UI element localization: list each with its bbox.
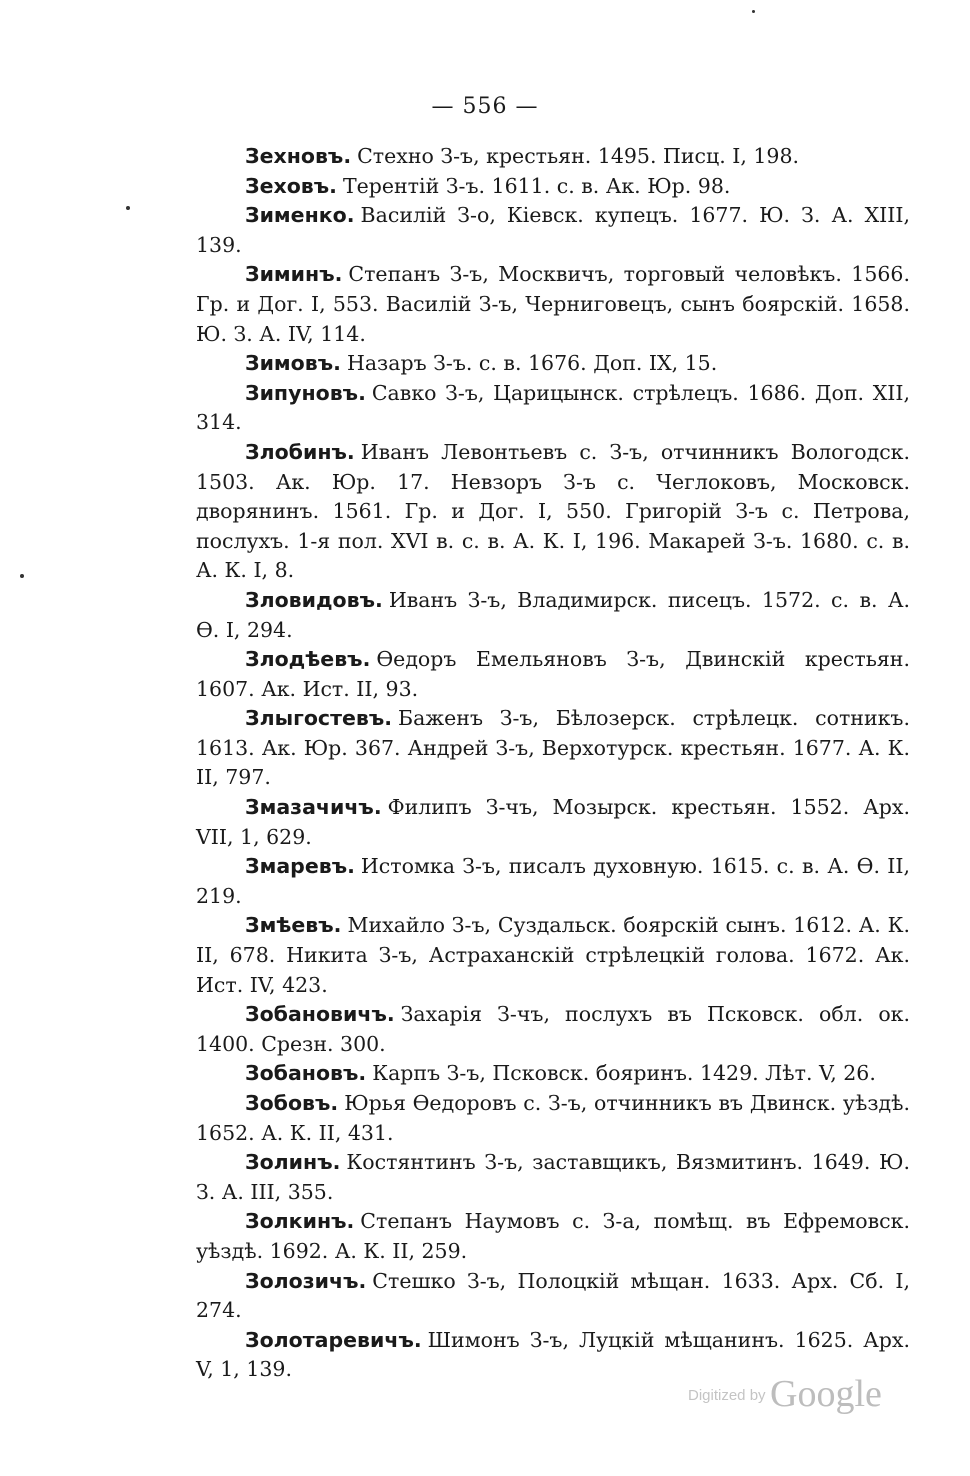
entry: [196, 1207, 910, 1266]
entry: [196, 1059, 910, 1089]
entry: [196, 1267, 910, 1326]
entry-surname: Зиминъ.: [245, 262, 343, 287]
entry-text: Михайло З-ъ, Суздальск. боярскій сынъ. 1612. А. К. II, 678. Никита З-ъ, Астраханскій стрѣлецкій голова. 1672. Ак. Ист. IV, 423.: [196, 913, 910, 997]
entry-surname: Злыгостевъ.: [245, 706, 393, 731]
entry-surname: Зобановъ.: [245, 1061, 367, 1086]
entry: [196, 852, 910, 911]
entry-surname: Змаревъ.: [245, 854, 355, 879]
entry-text: Баженъ З-ъ, Бѣлозерск. стрѣлецк. сотникъ. 1613. Ак. Юр. 367. Андрей З-ъ, Верхотурск. крестьян. 1677. А. К. II, 797.: [196, 706, 910, 790]
entry-text: Ѳедоръ Емельяновъ З-ъ, Двинскій крестьян. 1607. Ак. Ист. II, 93.: [196, 647, 910, 701]
entry-surname: Зипуновъ.: [245, 380, 366, 405]
entry: [196, 201, 910, 260]
entry: [196, 1148, 910, 1207]
entry-text: Захарія З-чъ, послухъ въ Псковск. обл. ок. 1400. Срезн. 300.: [196, 1002, 910, 1056]
entry: [196, 586, 910, 645]
entry-text: Стешко З-ъ, Полоцкій мѣщан. 1633. Арх. Сб. I, 274.: [196, 1268, 910, 1323]
entry-surname: Зехновъ.: [245, 144, 352, 168]
digitized-by-google-watermark: [688, 1372, 882, 1416]
entry: [196, 379, 910, 438]
entry-surname: Золкинъ.: [245, 1209, 355, 1234]
entry: [196, 438, 910, 586]
dictionary-entries: [196, 142, 910, 1385]
entry: [196, 645, 910, 704]
entry-surname: Змѣевъ.: [245, 913, 342, 938]
entry: [196, 260, 910, 349]
entry-text: Карпъ З-ъ, Псковск. бояринъ. 1429. Лѣт. V, 26.: [372, 1061, 876, 1086]
entry-surname: Золинъ.: [245, 1150, 341, 1175]
entry-surname: Зимовъ.: [245, 351, 341, 376]
entry-text: Филипъ З-чъ, Мозырск. крестьян. 1552. Арх. VII, 1, 629.: [196, 795, 910, 849]
watermark-digitized-label: Digitized by: [688, 1387, 766, 1404]
entry-text: Савко З-ъ, Царицынск. стрѣлецъ. 1686. Доп. XII, 314.: [196, 380, 910, 435]
entry: [196, 1000, 910, 1059]
entry-text: Иванъ З-ъ, Владимирск. писецъ. 1572. с. в. А. Ѳ. I, 294.: [196, 587, 910, 642]
entry-text: Василій З-о, Кіевск. купецъ. 1677. Ю. З. А. XIII, 139.: [196, 203, 910, 257]
entry-text: Терентій З-ъ. 1611. с. в. Ак. Юр. 98.: [342, 173, 731, 198]
google-logo: Google: [770, 1373, 882, 1415]
entry: [196, 911, 910, 1000]
entry-surname: Зобановичъ.: [245, 1002, 395, 1027]
entry-text: Иванъ Левонтьевъ с. З-ъ, отчинникъ Вологодск. 1503. Ак. Юр. 17. Невзоръ З-ъ с. Чеглоковъ, Московск. дворянинъ. 1561. Гр. и Дог. I, 550. Григорій З-ъ с. Петрова, послухъ. 1-я пол. XVI в. с. в. А. К. I, 196. Макарей З-ъ. 1680. с. в. А. К. I, 8.: [196, 439, 910, 583]
entry-surname: Золозичъ.: [245, 1268, 367, 1293]
entry: [196, 172, 910, 202]
entry-text: Юрья Ѳедоровъ с. З-ъ, отчинникъ въ Двинск. уѣздѣ. 1652. А. К. II, 431.: [196, 1091, 910, 1145]
margin-mark: [20, 574, 24, 578]
entry: [196, 349, 910, 379]
entry-text: Истомка З-ъ, писалъ духовную. 1615. с. в. А. Ѳ. II, 219.: [196, 854, 910, 908]
entry-text: Степанъ Наумовъ с. З-а, помѣщ. въ Ефремовск. уѣздѣ. 1692. А. К. II, 259.: [196, 1209, 910, 1263]
entry-text: Костянтинъ З-ъ, заставщикъ, Вязмитинъ. 1649. Ю. З. А. III, 355.: [196, 1150, 910, 1204]
entry-surname: Зименко.: [245, 203, 355, 228]
entry: [196, 1089, 910, 1148]
entry-surname: Змазачичъ.: [245, 795, 382, 820]
page-number: — 556 —: [431, 94, 539, 119]
margin-mark: [126, 206, 130, 210]
entry: [196, 704, 910, 793]
entry-text: Назаръ З-ъ. с. в. 1676. Доп. IX, 15.: [346, 351, 718, 376]
entry-surname: Злобинъ.: [245, 439, 355, 464]
entry-surname: Зеховъ.: [245, 173, 337, 198]
entry-surname: Зловидовъ.: [245, 587, 383, 612]
entry-text: Стехно З-ъ, крестьян. 1495. Писц. I, 198.: [357, 144, 800, 168]
entry: [196, 793, 910, 852]
entry-text: Степанъ З-ъ, Москвичъ, торговый человѣкъ. 1566. Гр. и Дог. I, 553. Василій З-ъ, Черниговецъ, сынъ боярскій. 1658. Ю. З. А. IV, 114.: [196, 262, 910, 346]
entry-surname: Злодѣевъ.: [245, 647, 371, 672]
entry-text: Шимонъ З-ъ, Луцкій мѣщанинъ. 1625. Арх. V, 1, 139.: [196, 1327, 910, 1382]
margin-mark: [752, 10, 755, 13]
entry-surname: Золотаревичъ.: [245, 1327, 422, 1352]
entry: [196, 142, 910, 172]
entry-surname: Зобовъ.: [245, 1091, 339, 1115]
